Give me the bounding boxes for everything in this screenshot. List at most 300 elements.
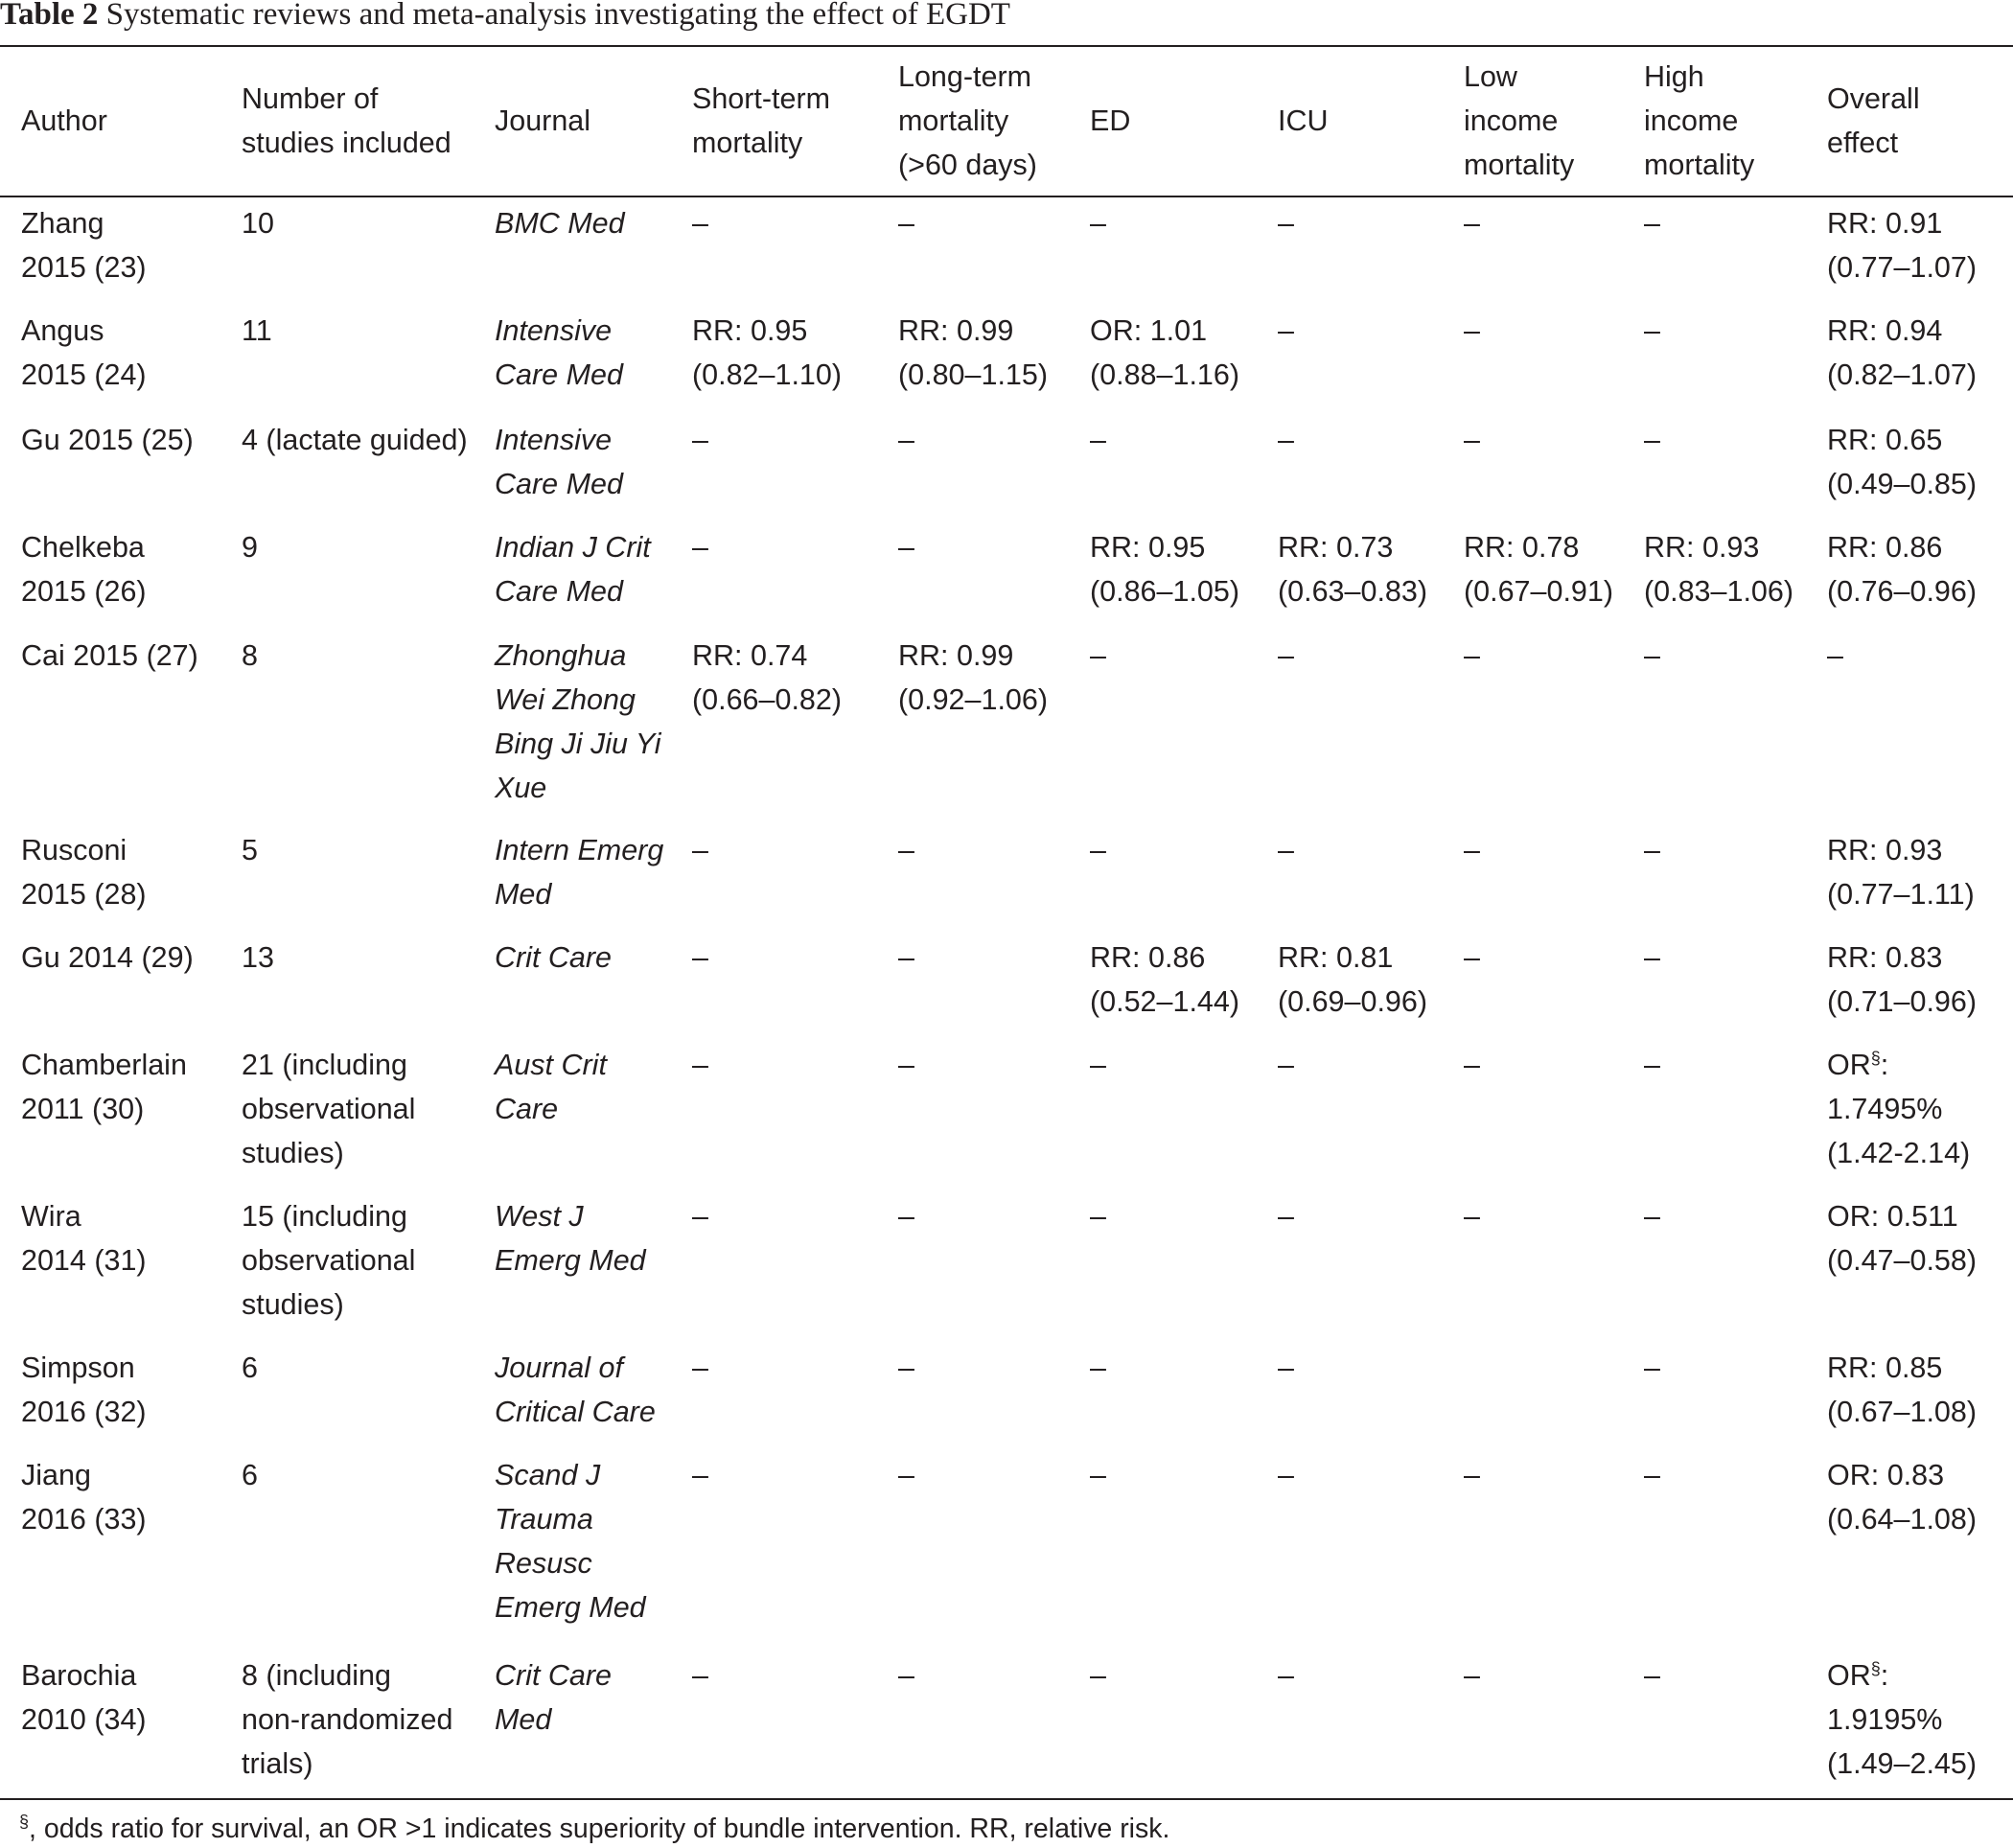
cell-author-line: Jiang: [21, 1459, 91, 1491]
cell-short-term-line: –: [692, 1200, 708, 1233]
cell-overall-line: (0.77–1.11): [1827, 878, 1975, 911]
cell-overall-line: (0.71–0.96): [1827, 985, 1977, 1018]
cell-author: [21, 525, 147, 613]
cell-long-term: [898, 634, 1048, 722]
cell-overall-line: RR: 0.93: [1827, 834, 1943, 866]
cell-high-income: [1644, 828, 1660, 872]
cell-high-income: [1644, 309, 1660, 353]
header-journal: [495, 99, 590, 143]
cell-high-income-line: –: [1644, 639, 1660, 672]
cell-overall-line: (0.76–0.96): [1827, 575, 1977, 608]
cell-short-term-line: –: [692, 1459, 708, 1491]
cell-author-line: 2016 (33): [21, 1503, 147, 1536]
cell-overall: [1827, 1346, 1977, 1434]
cell-studies-line: studies): [242, 1288, 344, 1321]
cell-journal-line: Intensive: [495, 314, 613, 347]
cell-icu-line: –: [1278, 1659, 1294, 1692]
cell-long-term-line: –: [898, 1659, 914, 1692]
cell-long-term-line: –: [898, 1200, 914, 1233]
cell-author-line: Simpson: [21, 1351, 135, 1384]
cell-low-income-line: RR: 0.78: [1464, 531, 1580, 564]
cell-long-term-line: –: [898, 941, 914, 974]
cell-studies-line: 5: [242, 834, 258, 866]
cell-journal: [495, 309, 623, 397]
cell-journal-line: Critical Care: [495, 1396, 656, 1428]
cell-high-income: [1644, 1453, 1660, 1497]
cell-author-line: Chelkeba: [21, 531, 145, 564]
cell-journal-line: Trauma: [495, 1503, 593, 1536]
cell-icu: [1278, 418, 1294, 462]
cell-overall-line: 1.9195%: [1827, 1703, 1943, 1736]
cell-studies-line: 8: [242, 639, 258, 672]
cell-icu: [1278, 828, 1294, 872]
cell-journal: [495, 1043, 607, 1131]
cell-low-income-line: –: [1464, 424, 1480, 456]
cell-ed-line: –: [1090, 207, 1106, 240]
cell-ed-line: RR: 0.95: [1090, 531, 1206, 564]
cell-author: [21, 309, 147, 397]
cell-low-income-line: (0.67–0.91): [1464, 575, 1613, 608]
cell-studies-line: 15 (including: [242, 1200, 407, 1233]
cell-studies: [242, 309, 272, 353]
footnote-symbol: §: [19, 1812, 30, 1832]
cell-low-income-line: –: [1464, 207, 1480, 240]
header-short-term: [692, 77, 830, 165]
cell-ed: [1090, 1194, 1106, 1238]
cell-long-term: [898, 936, 914, 980]
cell-short-term-line: –: [692, 424, 708, 456]
cell-low-income: [1464, 418, 1480, 462]
cell-author-line: 2016 (32): [21, 1396, 147, 1428]
header-ed: [1090, 99, 1130, 143]
cell-overall-line: (0.82–1.07): [1827, 358, 1977, 391]
cell-journal-line: Aust Crit: [495, 1049, 607, 1081]
cell-icu-line: –: [1278, 1459, 1294, 1491]
cell-long-term: [898, 828, 914, 872]
cell-journal: [495, 936, 612, 980]
cell-studies-line: observational: [242, 1093, 416, 1125]
cell-studies: [242, 1194, 415, 1327]
cell-journal: [495, 828, 663, 916]
cell-long-term-line: –: [898, 1459, 914, 1491]
cell-journal-line: Emerg Med: [495, 1244, 646, 1277]
cell-author: [21, 1043, 187, 1131]
cell-author-line: Cai 2015 (27): [21, 639, 198, 672]
cell-studies-line: 9: [242, 531, 258, 564]
cell-journal-line: Care: [495, 1093, 559, 1125]
header-ed-line: ED: [1090, 104, 1131, 137]
cell-ed: [1090, 418, 1106, 462]
cell-icu-line: –: [1278, 834, 1294, 866]
cell-icu-line: (0.63–0.83): [1278, 575, 1427, 608]
cell-overall: [1827, 201, 1977, 289]
cell-author-line: Zhang: [21, 207, 104, 240]
cell-author: [21, 1194, 147, 1282]
cell-icu: [1278, 1194, 1294, 1238]
top-rule: [0, 45, 2013, 47]
cell-high-income-line: –: [1644, 1459, 1660, 1491]
cell-low-income: [1464, 1194, 1480, 1238]
cell-overall: [1827, 936, 1977, 1024]
cell-author: [21, 201, 147, 289]
header-journal-line: Journal: [495, 104, 591, 137]
cell-ed-line: –: [1090, 1459, 1106, 1491]
cell-overall-line: (0.64–1.08): [1827, 1503, 1977, 1536]
cell-studies-line: trials): [242, 1747, 313, 1780]
cell-studies: [242, 525, 258, 569]
cell-low-income-line: –: [1464, 941, 1480, 974]
cell-ed: [1090, 828, 1106, 872]
cell-studies-line: 11: [242, 314, 272, 347]
cell-journal-line: Scand J: [495, 1459, 601, 1491]
cell-short-term-line: –: [692, 1049, 708, 1081]
cell-overall: [1827, 634, 1843, 678]
cell-low-income-line: –: [1464, 1200, 1480, 1233]
cell-icu: [1278, 309, 1294, 353]
cell-long-term-line: –: [898, 424, 914, 456]
cell-author-line: Gu 2014 (29): [21, 941, 194, 974]
cell-studies: [242, 1653, 452, 1786]
cell-author-line: Angus: [21, 314, 104, 347]
cell-journal-line: Emerg Med: [495, 1591, 646, 1624]
cell-journal-line: Indian J Crit: [495, 531, 651, 564]
header-author-line: Author: [21, 104, 107, 137]
cell-icu: [1278, 1346, 1294, 1390]
cell-low-income: [1464, 634, 1480, 678]
table-caption: [0, 0, 1010, 36]
cell-high-income-line: –: [1644, 1351, 1660, 1384]
cell-author-line: 2015 (26): [21, 575, 147, 608]
footnote: [19, 1810, 1169, 1848]
cell-author: [21, 1453, 147, 1541]
cell-overall-line: (0.47–0.58): [1827, 1244, 1977, 1277]
header-high-income-line: income: [1644, 104, 1739, 137]
cell-ed: [1090, 1653, 1106, 1698]
cell-overall: [1827, 828, 1975, 916]
cell-studies-line: non-randomized: [242, 1703, 453, 1736]
cell-studies: [242, 1043, 415, 1175]
cell-overall-line: 1.7495%: [1827, 1093, 1943, 1125]
cell-high-income: [1644, 1194, 1660, 1238]
cell-author-line: 2015 (24): [21, 358, 147, 391]
cell-overall-line: (0.77–1.07): [1827, 251, 1977, 284]
cell-journal-line: Intern Emerg: [495, 834, 664, 866]
cell-icu-line: (0.69–0.96): [1278, 985, 1427, 1018]
cell-author: [21, 936, 194, 980]
cell-short-term: [692, 828, 708, 872]
table-title: Systematic reviews and meta-analysis investigating the effect of EGDT: [105, 0, 1010, 32]
cell-journal-line: Med: [495, 878, 552, 911]
cell-high-income-line: –: [1644, 207, 1660, 240]
cell-overall: [1827, 1453, 1977, 1541]
header-studies-line: studies included: [242, 127, 451, 159]
cell-high-income-line: –: [1644, 941, 1660, 974]
cell-low-income-line: –: [1464, 1659, 1480, 1692]
header-high-income-line: mortality: [1644, 149, 1755, 181]
cell-ed: [1090, 525, 1239, 613]
cell-icu-line: –: [1278, 424, 1294, 456]
cell-long-term-line: –: [898, 207, 914, 240]
cell-long-term: [898, 201, 914, 245]
cell-overall: [1827, 1653, 1977, 1786]
cell-short-term-line: (0.82–1.10): [692, 358, 842, 391]
cell-long-term: [898, 525, 914, 569]
header-high-income: [1644, 55, 1754, 187]
cell-ed: [1090, 936, 1239, 1024]
cell-short-term-line: –: [692, 1351, 708, 1384]
cell-journal-line: Crit Care: [495, 1659, 613, 1692]
cell-journal-line: Care Med: [495, 575, 623, 608]
cell-icu-line: –: [1278, 639, 1294, 672]
cell-journal-line: Journal of: [495, 1351, 623, 1384]
cell-author: [21, 634, 198, 678]
cell-author-line: 2014 (31): [21, 1244, 147, 1277]
cell-studies: [242, 936, 274, 980]
header-overall: [1827, 77, 1920, 165]
cell-journal: [495, 525, 651, 613]
cell-short-term-line: –: [692, 834, 708, 866]
cell-high-income-line: –: [1644, 1200, 1660, 1233]
header-long-term-line: mortality: [898, 104, 1009, 137]
cell-overall-line: RR: 0.65: [1827, 424, 1943, 456]
cell-ed: [1090, 1346, 1106, 1390]
section-symbol: §: [1870, 1658, 1881, 1678]
cell-icu: [1278, 525, 1427, 613]
bottom-rule: [0, 1798, 2013, 1800]
cell-high-income: [1644, 634, 1660, 678]
cell-studies-line: 10: [242, 207, 274, 240]
cell-overall-line: RR: 0.83: [1827, 941, 1943, 974]
cell-short-term-line: –: [692, 941, 708, 974]
cell-overall: [1827, 418, 1977, 506]
cell-studies: [242, 201, 274, 245]
header-overall-line: effect: [1827, 127, 1899, 159]
cell-short-term: [692, 1653, 708, 1698]
cell-ed-line: (0.88–1.16): [1090, 358, 1239, 391]
cell-journal-line: Wei Zhong: [495, 683, 636, 716]
cell-low-income-line: –: [1464, 834, 1480, 866]
cell-long-term: [898, 309, 1048, 397]
cell-ed: [1090, 201, 1106, 245]
cell-ed: [1090, 309, 1239, 397]
cell-ed-line: –: [1090, 1200, 1106, 1233]
cell-high-income: [1644, 1653, 1660, 1698]
cell-ed-line: (0.86–1.05): [1090, 575, 1239, 608]
cell-long-term: [898, 1194, 914, 1238]
cell-icu: [1278, 1653, 1294, 1698]
cell-overall: [1827, 525, 1977, 613]
cell-studies: [242, 634, 258, 678]
cell-journal-line: Intensive: [495, 424, 613, 456]
cell-journal-line: Xue: [495, 772, 547, 804]
cell-high-income-line: –: [1644, 1659, 1660, 1692]
cell-studies-line: 6: [242, 1459, 258, 1491]
cell-long-term-line: –: [898, 834, 914, 866]
cell-long-term-line: RR: 0.99: [898, 314, 1014, 347]
cell-low-income-line: –: [1464, 639, 1480, 672]
cell-icu-line: –: [1278, 314, 1294, 347]
cell-journal: [495, 201, 625, 245]
cell-overall-line: –: [1827, 639, 1843, 672]
cell-short-term: [692, 936, 708, 980]
cell-overall-line: (1.42-2.14): [1827, 1137, 1971, 1169]
cell-author-line: 2015 (28): [21, 878, 147, 911]
cell-overall: [1827, 309, 1977, 397]
cell-high-income: [1644, 525, 1793, 613]
cell-high-income-line: –: [1644, 834, 1660, 866]
cell-short-term: [692, 634, 842, 722]
cell-long-term-line: –: [898, 1049, 914, 1081]
cell-overall-line: RR: 0.86: [1827, 531, 1943, 564]
cell-short-term-line: –: [692, 1659, 708, 1692]
cell-high-income-line: –: [1644, 1049, 1660, 1081]
cell-author: [21, 418, 194, 462]
cell-studies-line: 13: [242, 941, 274, 974]
cell-low-income: [1464, 1453, 1480, 1497]
cell-overall-line: OR: 0.83: [1827, 1459, 1945, 1491]
cell-high-income-line: –: [1644, 314, 1660, 347]
cell-long-term-line: RR: 0.99: [898, 639, 1014, 672]
cell-high-income-line: RR: 0.93: [1644, 531, 1760, 564]
cell-overall-line: (1.49–2.45): [1827, 1747, 1977, 1780]
cell-journal: [495, 634, 661, 810]
cell-author-line: 2011 (30): [21, 1093, 145, 1125]
cell-icu: [1278, 634, 1294, 678]
cell-long-term: [898, 1453, 914, 1497]
cell-low-income-line: –: [1464, 1049, 1480, 1081]
cell-short-term: [692, 1453, 708, 1497]
cell-long-term: [898, 418, 914, 462]
cell-studies-line: 6: [242, 1351, 258, 1384]
cell-ed-line: –: [1090, 1659, 1106, 1692]
cell-icu-line: –: [1278, 1200, 1294, 1233]
cell-author-line: 2010 (34): [21, 1703, 147, 1736]
cell-icu-line: RR: 0.73: [1278, 531, 1394, 564]
cell-short-term-line: RR: 0.74: [692, 639, 808, 672]
cell-short-term: [692, 418, 708, 462]
header-studies: [242, 77, 451, 165]
cell-journal-line: Med: [495, 1703, 552, 1736]
cell-long-term-line: –: [898, 1351, 914, 1384]
header-icu-line: ICU: [1278, 104, 1329, 137]
cell-studies-line: 4 (lactate guided): [242, 424, 468, 456]
cell-icu-line: –: [1278, 207, 1294, 240]
cell-journal-line: West J: [495, 1200, 584, 1233]
cell-ed-line: (0.52–1.44): [1090, 985, 1239, 1018]
cell-short-term: [692, 201, 708, 245]
cell-studies-line: 8 (including: [242, 1659, 391, 1692]
cell-author-line: Rusconi: [21, 834, 127, 866]
cell-studies: [242, 1453, 258, 1497]
cell-ed-line: RR: 0.86: [1090, 941, 1206, 974]
cell-short-term: [692, 1043, 708, 1087]
header-author: [21, 99, 107, 143]
cell-ed-line: OR: 1.01: [1090, 314, 1208, 347]
cell-low-income: [1464, 936, 1480, 980]
cell-low-income-line: –: [1464, 1459, 1480, 1491]
cell-icu: [1278, 201, 1294, 245]
header-icu: [1278, 99, 1329, 143]
cell-studies: [242, 828, 258, 872]
cell-author-line: Barochia: [21, 1659, 137, 1692]
cell-overall-line: (0.67–1.08): [1827, 1396, 1977, 1428]
cell-short-term-line: (0.66–0.82): [692, 683, 842, 716]
header-studies-line: Number of: [242, 82, 379, 115]
cell-journal-line: BMC Med: [495, 207, 625, 240]
cell-short-term-line: –: [692, 207, 708, 240]
cell-high-income: [1644, 418, 1660, 462]
cell-high-income-line: –: [1644, 424, 1660, 456]
cell-ed-line: –: [1090, 1351, 1106, 1384]
cell-author: [21, 828, 147, 916]
header-low-income-line: income: [1464, 104, 1559, 137]
cell-studies-line: 21 (including: [242, 1049, 407, 1081]
cell-short-term-line: –: [692, 531, 708, 564]
footnote-text: , odds ratio for survival, an OR >1 indicates superiority of bundle intervention. RR, relative risk.: [29, 1813, 1170, 1844]
cell-ed-line: –: [1090, 424, 1106, 456]
cell-journal-line: Bing Ji Jiu Yi: [495, 728, 661, 760]
header-long-term-line: Long-term: [898, 60, 1032, 93]
header-low-income-line: mortality: [1464, 149, 1575, 181]
cell-overall-line: RR: 0.85: [1827, 1351, 1943, 1384]
header-low-income: [1464, 55, 1574, 187]
cell-studies-line: observational: [242, 1244, 416, 1277]
cell-low-income: [1464, 525, 1613, 613]
cell-icu-line: –: [1278, 1049, 1294, 1081]
cell-ed-line: –: [1090, 1049, 1106, 1081]
cell-overall-line: RR: 0.94: [1827, 314, 1943, 347]
cell-low-income: [1464, 1653, 1480, 1698]
cell-short-term-line: RR: 0.95: [692, 314, 808, 347]
table-label: Table 2: [0, 0, 99, 32]
header-low-income-line: Low: [1464, 60, 1517, 93]
cell-long-term-line: –: [898, 531, 914, 564]
cell-short-term: [692, 1346, 708, 1390]
cell-author: [21, 1346, 147, 1434]
cell-journal: [495, 1194, 646, 1282]
cell-overall-line: OR§:: [1827, 1048, 1889, 1081]
cell-studies: [242, 1346, 258, 1390]
cell-studies-line: studies): [242, 1137, 344, 1169]
cell-low-income: [1464, 828, 1480, 872]
cell-author-line: Wira: [21, 1200, 81, 1233]
cell-long-term-line: (0.80–1.15): [898, 358, 1048, 391]
cell-author: [21, 1653, 147, 1742]
cell-low-income: [1464, 1043, 1480, 1087]
cell-short-term: [692, 1194, 708, 1238]
cell-author-line: Gu 2015 (25): [21, 424, 194, 456]
header-long-term: [898, 55, 1037, 187]
cell-icu: [1278, 1043, 1294, 1087]
cell-overall-line: OR: 0.511: [1827, 1200, 1958, 1233]
header-short-term-line: mortality: [692, 127, 803, 159]
cell-high-income: [1644, 1346, 1660, 1390]
cell-author-line: Chamberlain: [21, 1049, 187, 1081]
header-overall-line: Overall: [1827, 82, 1920, 115]
header-short-term-line: Short-term: [692, 82, 831, 115]
cell-journal: [495, 1453, 646, 1629]
cell-icu-line: RR: 0.81: [1278, 941, 1394, 974]
cell-overall-line: OR§:: [1827, 1658, 1889, 1692]
cell-overall-line: RR: 0.91: [1827, 207, 1943, 240]
cell-low-income-line: –: [1464, 314, 1480, 347]
cell-icu-line: –: [1278, 1351, 1294, 1384]
cell-short-term: [692, 525, 708, 569]
cell-journal-line: Care Med: [495, 468, 623, 500]
cell-author-line: 2015 (23): [21, 251, 147, 284]
cell-long-term: [898, 1346, 914, 1390]
cell-long-term: [898, 1043, 914, 1087]
